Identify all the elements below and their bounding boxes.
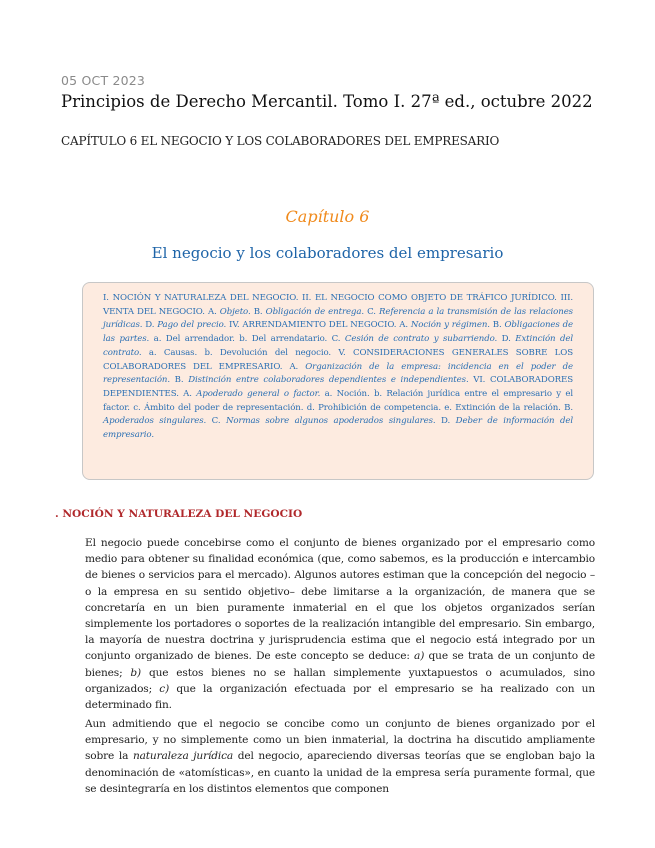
publication-date: 05 OCT 2023 <box>61 73 146 88</box>
italic-text-run: Noción y régimen. <box>410 320 490 331</box>
italic-text-run: Objeto. <box>219 306 251 317</box>
body-paragraph <box>85 716 595 797</box>
text-run: B. <box>250 306 266 317</box>
chapter-number: Capítulo 6 <box>285 207 370 226</box>
italic-text-run: c) <box>159 682 170 695</box>
text-run: que la organización efectuada por el empresario se ha realizado con un determinado fin. <box>85 682 595 712</box>
text-run: Aun admitiendo que el negocio se concibe como un conjunto de bienes organizado por el empresario, y no simplemente como un bien inmaterial, la doctrina ha discutido ampliamente sobre la <box>85 718 595 763</box>
italic-text-run: Obligación de entrega. <box>265 306 364 317</box>
text-run: D. <box>497 334 516 345</box>
text-run: que estos bienes no se hallan simplemente yuxtapuestos o acumulados, sino organizados; <box>85 666 595 695</box>
italic-text-run: Pago del precio. <box>157 320 227 331</box>
chapter-breadcrumb: CAPÍTULO 6 EL NEGOCIO Y LOS COLABORADORES DEL EMPRESARIO <box>61 134 500 148</box>
text-run: C. <box>364 306 379 317</box>
text-run: I. NOCIÓN Y NATURALEZA DEL NEGOCIO. II. EL NEGOCIO COMO OBJETO DE TRÁFICO JURÍDICO. III. VENTA DEL NEGOCIO. A. <box>103 293 573 317</box>
text-run: VI. COLABORADORES DEPENDIENTES. A. <box>103 375 573 399</box>
text-run: a. Causas. b. Devolución del negocio. V. CONSIDERACIONES GENERALES SOBRE LOS COLABORADORES DEL EMPRESARIO. A. <box>103 347 573 372</box>
italic-text-run: naturaleza jurídica <box>132 750 234 763</box>
italic-text-run: a) <box>414 650 425 663</box>
italic-text-run: Apoderados singulares. <box>103 416 207 427</box>
italic-text-run: Normas sobre algunos apoderados singulares. <box>225 416 436 427</box>
text-run: que se trata de un conjunto de bienes; <box>85 650 595 679</box>
chapter-title: El negocio y los colaboradores del empresario <box>151 244 504 262</box>
text-run: IV. ARRENDAMIENTO DEL NEGOCIO. A. <box>226 320 411 331</box>
italic-text-run: Extinción del contrato. <box>103 334 574 358</box>
italic-text-run: Referencia a la transmisión de las relaciones jurídicas. <box>103 306 573 331</box>
text-run: D. <box>435 416 456 427</box>
italic-text-run: b) <box>130 666 142 679</box>
italic-text-run: Obligaciones de las partes. <box>103 320 573 345</box>
text-run: B. <box>489 320 505 331</box>
italic-text-run: Cesión de contrato y subarriendo. <box>344 334 498 345</box>
table-of-contents <box>82 282 594 480</box>
italic-text-run: Organización de la empresa: incidencia en el poder de representación. <box>103 361 573 386</box>
section-heading: . NOCIÓN Y NATURALEZA DEL NEGOCIO <box>55 508 303 520</box>
italic-text-run: Distinción entre colaboradores dependientes e independientes. <box>188 375 469 386</box>
text-run: El negocio puede concebirse como el conjunto de bienes organizado por el empresario como medio para obtener su finalidad económica (que, como sabemos, es la producción e intercambio de bienes o servicios para el mercado). Algunos autores estiman que la concepción del negocio –o la empresa en su sentido objetivo– debe limitarse a la organización, de manera que se concretaría en un bien puramente inmaterial en el que los objetos organizados serían simplemente los portadores o soportes de la realización intangible del empresario. Sin embargo, la mayoría de nuestra doctrina y jurisprudencia estima que el negocio está integrado por un conjunto organizado de bienes. De este concepto se deduce: <box>85 537 595 663</box>
toc-text <box>103 292 573 443</box>
italic-text-run: Apoderado general o factor. <box>196 388 321 399</box>
text-run: a. Del arrendador. b. Del arrendatario. C. <box>149 334 345 345</box>
text-run: D. <box>142 320 158 331</box>
text-run: a. Noción. b. Relación jurídica entre el empresario y el factor. c. Ámbito del poder de representación. d. Prohibición de competencia. e. Extinción de la relación. B. <box>103 388 573 413</box>
text-run: B. <box>170 375 189 386</box>
text-run: C. <box>206 416 226 427</box>
text-run: del negocio, apareciendo diversas teorías que se engloban bajo la denominación de «atomísticas», en cuanto la unidad de la empresa sería puramente formal, que se desintegraría en los distintos elementos que componen <box>85 750 595 795</box>
body-paragraph <box>85 535 595 713</box>
italic-text-run: Deber de información del empresario. <box>103 416 573 441</box>
book-title: Principios de Derecho Mercantil. Tomo I. 27ª ed., octubre 2022 <box>61 92 593 111</box>
